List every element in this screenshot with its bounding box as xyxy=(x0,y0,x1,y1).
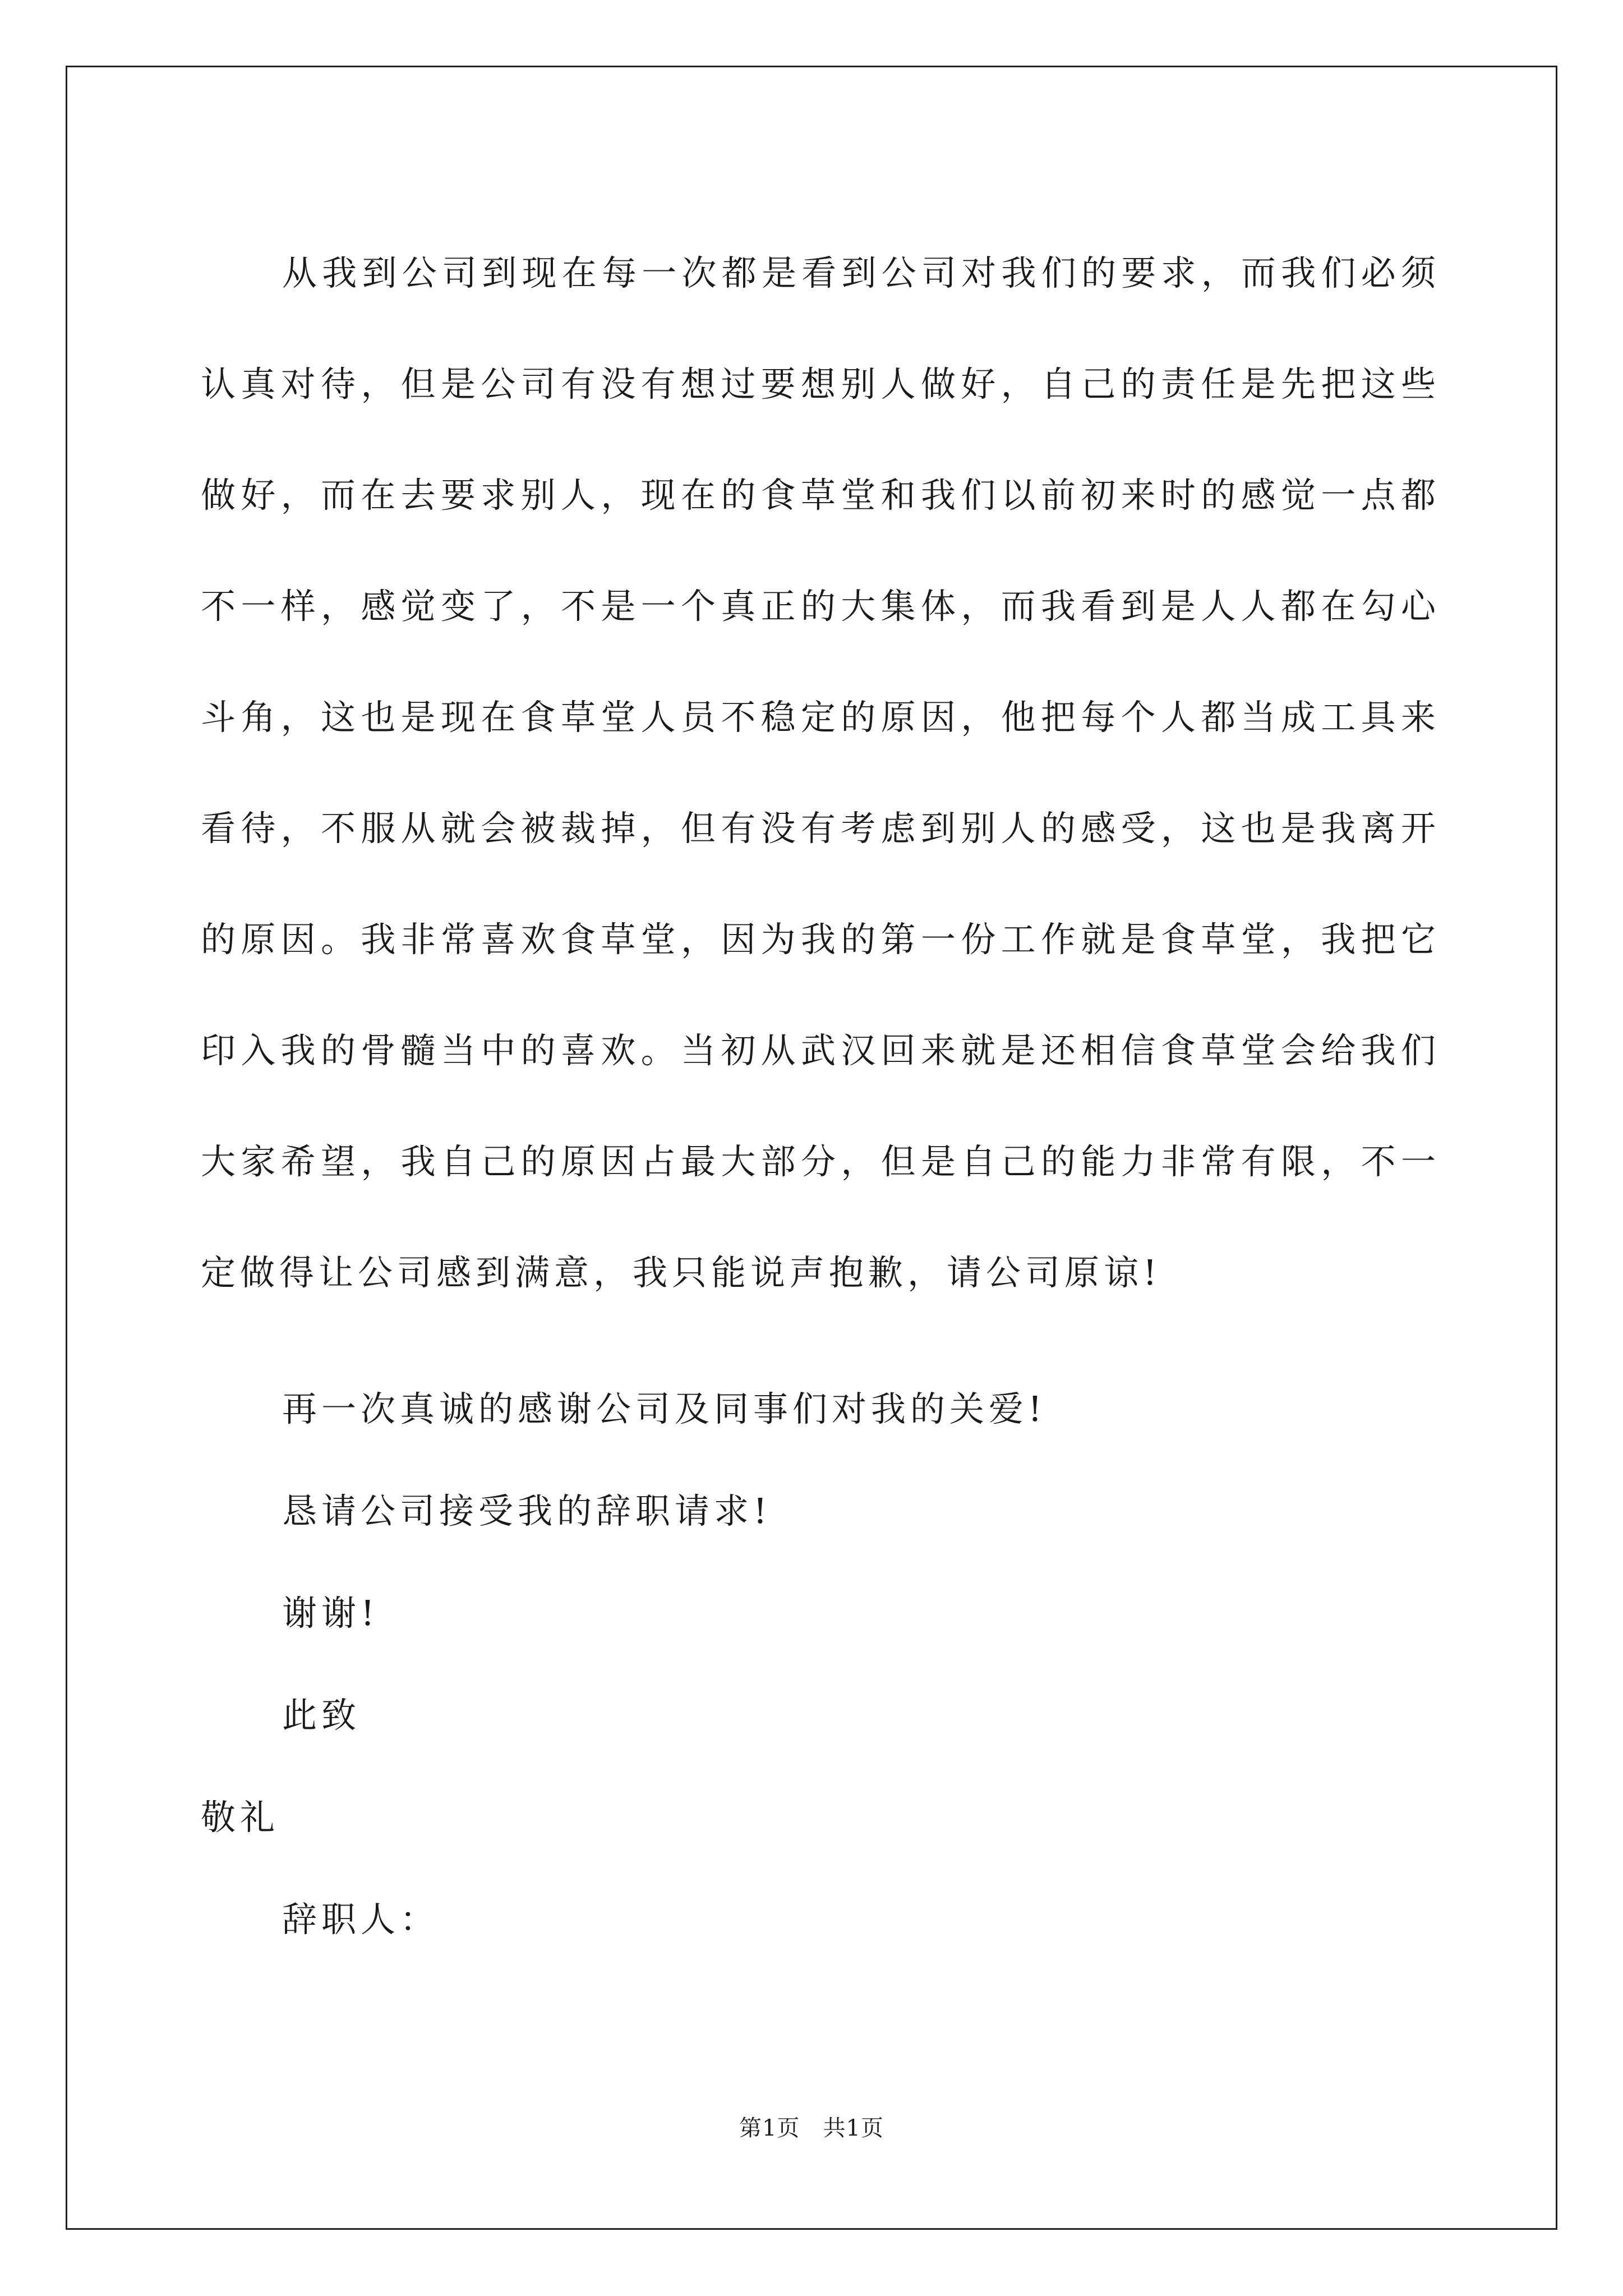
body-paragraph: 从我到公司到现在每一次都是看到公司对我们的要求，而我们必须认真对待，但是公司有没有想过要想别人做好，自己的责任是先把这些做好，而在去要求别人，现在的食草堂和我们以前初来时的感觉一点都不一样，感觉变了，不是一个真正的大集体，而我看到是人人都在勾心斗角，这也是现在食草堂人员不稳定的原因，他把每个人都当成工具来看待，不服从就会被裁掉，但有没有考虑到别人的感受，这也是我离开的原因。我非常喜欢食草堂，因为我的第一份工作就是食草堂，我把它印入我的骨髓当中的喜欢。当初从武汉回来就是还相信食草堂会给我们大家希望，我自己的原因占最大部分，但是自己的能力非常有限，不一定做得让公司感到满意，我只能说声抱歉，请公司原谅! xyxy=(201,252,1440,1293)
page-footer: 第1页 共1页 xyxy=(739,2115,884,2141)
closing-line: 此致 xyxy=(282,1695,361,1736)
thanks-line: 谢谢! xyxy=(282,1593,379,1634)
salute-line: 敬礼 xyxy=(201,1797,280,1838)
request-line: 恳请公司接受我的辞职请求! xyxy=(282,1490,772,1531)
signature-label: 辞职人： xyxy=(282,1899,440,1940)
thanks-again-line: 再一次真诚的感谢公司及同事们对我的关爱! xyxy=(282,1388,1046,1429)
